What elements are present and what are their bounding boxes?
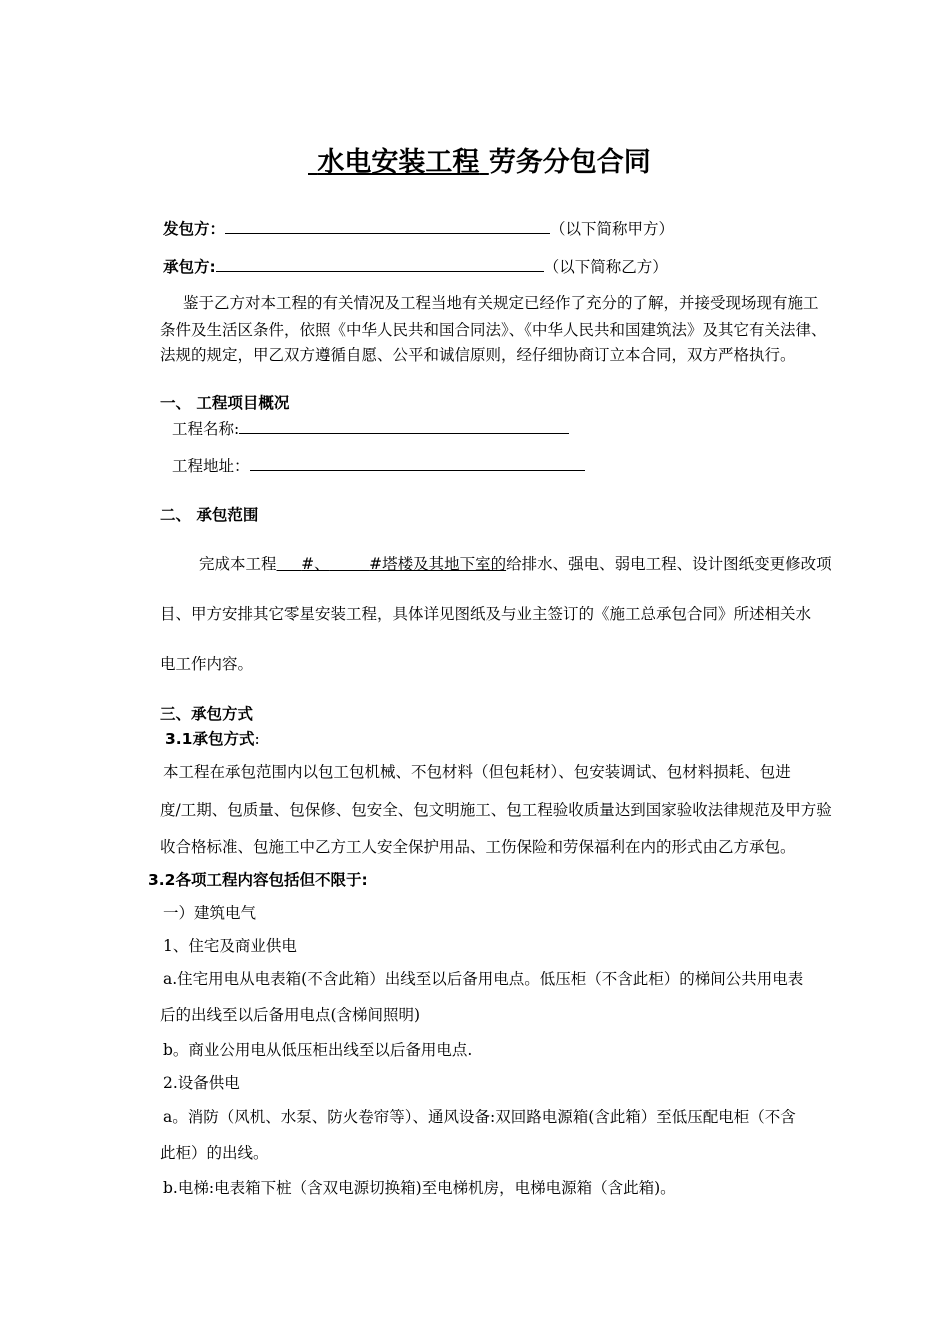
contractor-line (163, 256, 668, 277)
intro-line-3: 法规的规定，甲乙双方遵循自愿、公平和诚信原则，经仔细协商订立本合同，双方严格执行。 (160, 346, 796, 364)
part-building-electrical: 一）建筑电气 (163, 904, 257, 922)
section-3-heading: 三、承包方式 (160, 705, 254, 723)
subsection-3-2-heading: 3.2各项工程内容包括但不限于: (148, 871, 368, 889)
item-2a-line-2: 此柜）的出线。 (160, 1144, 269, 1162)
project-address-line (172, 455, 585, 476)
contractor-blank (216, 256, 544, 272)
title-underlined-part: 水电安装工程 (317, 147, 480, 178)
item-equipment-supply: 2.设备供电 (163, 1074, 240, 1092)
employer-blank (225, 218, 550, 234)
section-2-heading: 二、 承包范围 (160, 506, 259, 524)
project-address-label: 工程地址： (172, 457, 250, 475)
section-1-heading: 一、 工程项目概况 (160, 394, 290, 412)
document-title (308, 146, 651, 180)
contractor-note: （以下简称乙方） (543, 258, 668, 276)
project-name-line (172, 418, 569, 439)
scope-prefix: 完成本工程 (199, 555, 277, 573)
scope-line-3: 电工作内容。 (160, 655, 254, 673)
intro-line-1: 鉴于乙方对本工程的有关情况及工程当地有关规定已经作了充分的了解，并接受现场现有施工 (183, 294, 819, 312)
subsection-3-1-label: 3.1承包方式 (165, 730, 255, 748)
item-residential-supply: 1、住宅及商业供电 (163, 937, 297, 955)
contractor-label: 承包方: (163, 258, 216, 276)
project-name-label: 工程名称: (172, 420, 240, 438)
item-1a-line-2: 后的出线至以后备用电点(含梯间照明) (160, 1006, 421, 1024)
employer-line (163, 218, 674, 239)
item-2a-line-1: a。消防（风机、水泵、防火卷帘等）、通风设备:双回路电源箱(含此箱）至低压配电柜（不含 (163, 1108, 796, 1126)
project-name-blank (239, 418, 569, 434)
project-address-blank (250, 455, 585, 471)
item-2b: b.电梯:电表箱下桩（含双电源切换箱)至电梯机房，电梯电源箱（含此箱)。 (163, 1179, 676, 1197)
scope-line-1 (199, 554, 832, 574)
item-1a-line-1: a.住宅用电从电表箱(不含此箱）出线至以后备用电点。低压柜（不含此柜）的梯间公共用电表 (163, 970, 804, 988)
scope-rest: 给排水、强电、弱电工程、设计图纸变更修改项 (506, 555, 832, 573)
contract-method-line-1: 本工程在承包范围内以包工包机械、不包材料（但包耗材）、包安装调试、包材料损耗、包进 (163, 763, 791, 781)
contract-method-line-3: 收合格标准、包施工中乙方工人安全保护用品、工伤保险和劳保福利在内的形式由乙方承包。 (160, 838, 796, 856)
subsection-3-1-colon: : (254, 730, 260, 748)
title-rest: 劳务分包合同 (488, 147, 651, 178)
subsection-3-1-heading (165, 729, 260, 749)
intro-line-2: 条件及生活区条件，依照《中华人民共和国合同法》、《中华人民共和国建筑法》及其它有关法律、 (160, 321, 827, 339)
employer-label: 发包方： (163, 220, 226, 238)
employer-note: （以下简称甲方） (550, 220, 675, 238)
scope-building-numbers: #、 #塔楼及其地下室的 (301, 555, 507, 573)
scope-line-2: 目、甲方安排其它零星安装工程，具体详见图纸及与业主签订的《施工总承包合同》所述相关水 (160, 605, 812, 623)
item-1b: b。商业公用电从低压柜出线至以后备用电点. (163, 1041, 473, 1059)
contract-method-line-2: 度/工期、包质量、包保修、包安全、包文明施工、包工程验收质量达到国家验收法律规范及甲方验 (160, 801, 832, 819)
